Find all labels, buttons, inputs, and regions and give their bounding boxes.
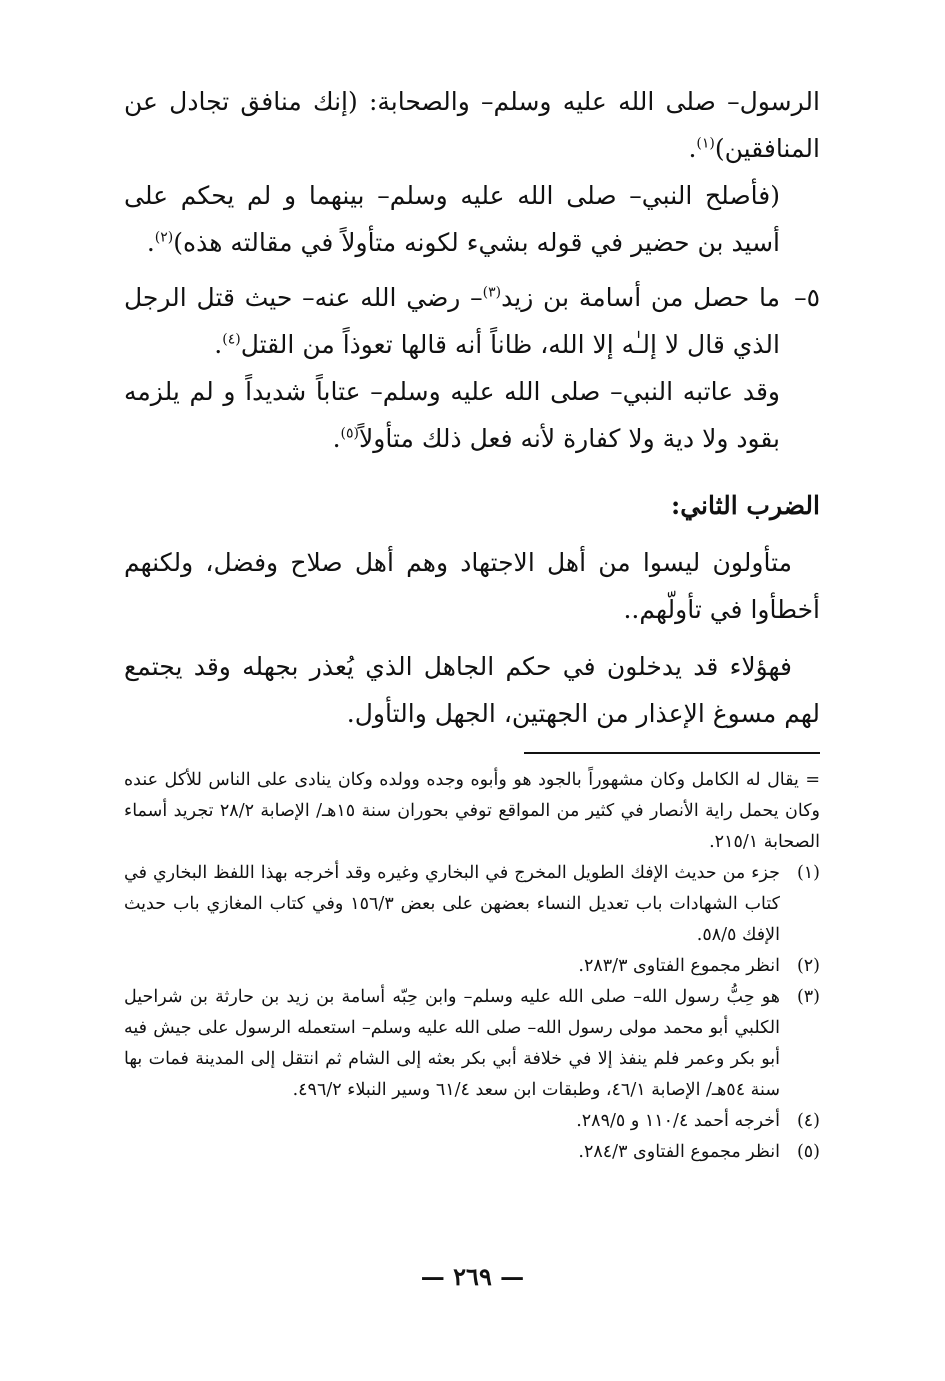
paragraph-2 [124,172,820,266]
footnote-text: جزء من حديث الإفك الطويل المخرج في البخاري وغيره وقد أخرجه بهذا اللفظ البخاري في كتاب الشهادات باب تعديل النساء بعضهن على بعض ١٥٦/٣ وفي كتاب المغازي باب حديث الإفك ٥٨/٥. [124,863,780,945]
item-5-end: . [214,330,223,359]
footnote-text: أخرجه أحمد ١١٠/٤ و ٢٨٩/٥. [576,1111,780,1131]
footnote-number: (١) [796,863,820,883]
paragraph-4-text: وقد عاتبه النبي– صلى الله عليه وسلم– عتاباً شديداً و لم يلزمه بقود ولا دية ولا كفارة لأنه فعل ذلك متأولاً [124,377,780,453]
section-heading: الضرب الثاني: [670,491,820,520]
footnote-3 [124,982,820,1106]
footnote-ref-4[interactable]: (٤) [222,331,241,348]
footnotes [124,765,820,1168]
footnote-ref-3[interactable]: (٣) [482,284,502,301]
footnote-continuation: = يقال له الكامل وكان مشهوراً بالجود هو وأبوه وجده وولده وكان ينادى على الناس للأكل عنده وكان يحمل راية الأنصار في كثير من المواقع توفي بحوران سنة ١٥هـ/ الإصابة ٢٨/٢ تجريد أسماء الصحابة ٢١٥/١. [124,770,820,852]
item-5-text-a: ما حصل من أسامة بن زيد [501,283,780,312]
footnote-number: (٤) [796,1111,820,1131]
footnote-4 [124,1106,820,1137]
paragraph-6: فهؤلاء قد يدخلون في حكم الجاهل الذي يُعذر بجهله وقد يجتمع لهم مسوغ الإعذار من الجهتين، الجهل والتأول. [124,652,820,728]
paragraph-2-text: (فأصلح النبي– صلى الله عليه وسلم– بينهما و لم يحكم على أسيد بن حضير في قوله بشيء لكونه متأولاً في مقالته هذه) [124,181,780,257]
main-text [124,78,820,737]
paragraph-4-end: . [332,424,341,453]
paragraph-1-text: الرسول– صلى الله عليه وسلم– والصحابة: (إنك منافق تجادل عن المنافقين) [124,87,820,163]
paragraph-5: متأولون ليسوا من أهل الاجتهاد وهم أهل صلاح وفضل، ولكنهم أخطأوا في تأولّهم.. [124,548,820,624]
numbered-item-5 [124,274,820,368]
footnote-text: انظر مجموع الفتاوى ٢٨٣/٣. [578,956,780,976]
paragraph-2-end: . [146,228,155,257]
paragraph-4 [124,368,820,462]
item-number: ٥– [794,283,820,312]
paragraph-1-end: . [688,134,697,163]
footnote-number: (٢) [796,956,820,976]
footnote-number: (٣) [796,987,820,1007]
footnote-ref-5[interactable]: (٥) [340,425,360,442]
paragraph-1 [124,78,820,172]
footnote-text: انظر مجموع الفتاوى ٢٨٤/٣. [578,1142,780,1162]
footnote-5 [124,1137,820,1168]
footnote-ref-2[interactable]: (٢) [154,229,174,246]
footnote-divider [524,752,820,754]
item-5-text-b: – رضي الله عنه– حيث قتل الرجل الذي قال لا إلـٰه إلا الله، ظاناً أنه قالها تعوذاً من القتل [124,283,780,359]
footnote-1 [124,858,820,951]
footnote-ref-1[interactable]: (١) [696,135,715,152]
page-number: — ٢٦٩ — [420,1262,525,1291]
footnote-text: هو حِبُّ رسول الله– صلى الله عليه وسلم– وابن حِبّه أسامة بن زيد بن حارثة بن شراحيل الكلبي أبو محمد مولى رسول الله– صلى الله عليه وسلم– استعمله الرسول على جيش فيه أبو بكر وعمر فلم ينفذ إلا في خلافة أبي بكر بعثه إلى الشام ثم انتقل إلى المدينة فمات بها سنة ٥٤هـ/ الإصابة ٤٦/١، وطبقات ابن سعد ٦١/٤ وسير النبلاء ٤٩٦/٢. [124,987,780,1100]
footnote-2 [124,951,820,982]
footnote-number: (٥) [796,1142,820,1162]
